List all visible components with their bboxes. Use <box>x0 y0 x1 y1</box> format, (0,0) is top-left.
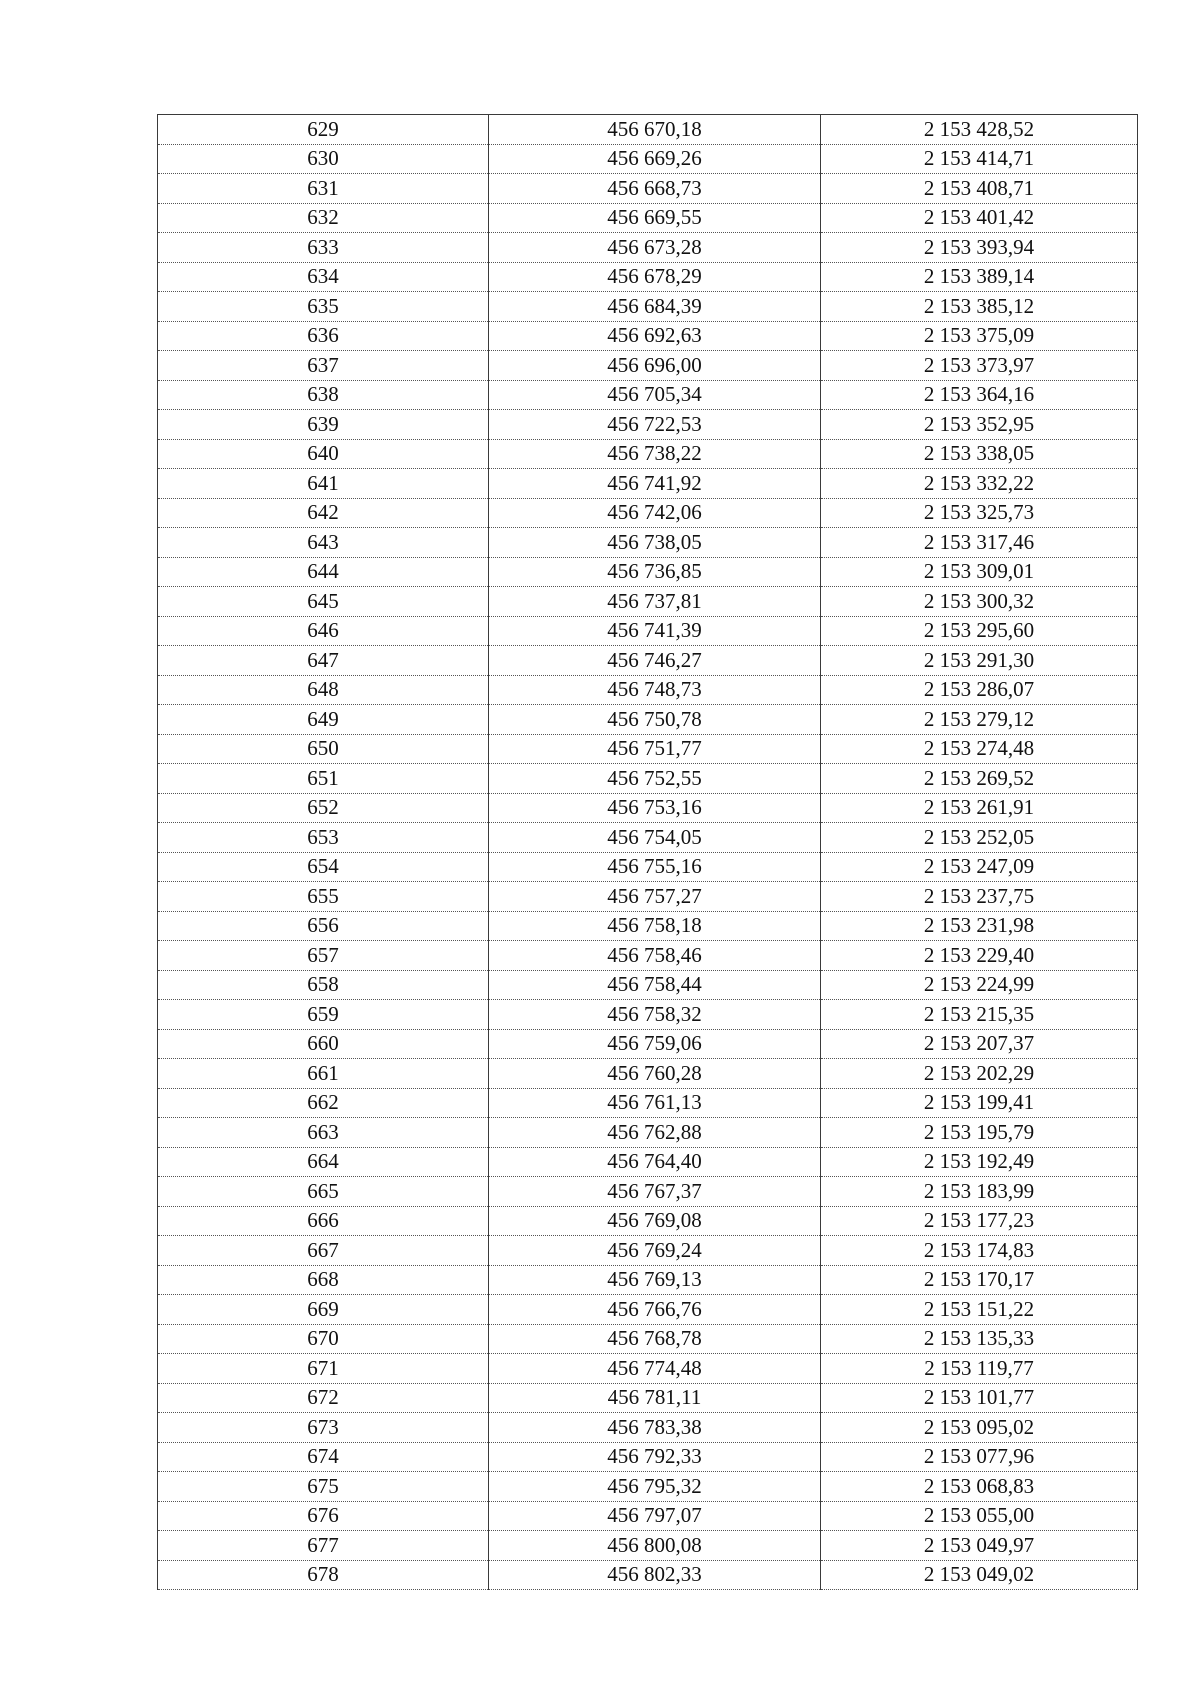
table-row <box>158 882 1138 912</box>
point-number-cell: 674 <box>158 1442 489 1472</box>
point-number-cell: 663 <box>158 1118 489 1148</box>
x-coordinate-cell: 456 792,33 <box>489 1442 821 1472</box>
table-row <box>158 616 1138 646</box>
x-coordinate-cell: 456 800,08 <box>489 1531 821 1561</box>
table-row <box>158 144 1138 174</box>
table-row <box>158 1295 1138 1325</box>
y-coordinate-cell: 2 153 295,60 <box>821 616 1138 646</box>
point-number-cell: 672 <box>158 1383 489 1413</box>
x-coordinate-cell: 456 670,18 <box>489 115 821 145</box>
table-row <box>158 1088 1138 1118</box>
table-row <box>158 970 1138 1000</box>
coordinates-table-body <box>158 115 1138 1590</box>
x-coordinate-cell: 456 668,73 <box>489 174 821 204</box>
y-coordinate-cell: 2 153 428,52 <box>821 115 1138 145</box>
y-coordinate-cell: 2 153 291,30 <box>821 646 1138 676</box>
y-coordinate-cell: 2 153 135,33 <box>821 1324 1138 1354</box>
x-coordinate-cell: 456 752,55 <box>489 764 821 794</box>
y-coordinate-cell: 2 153 300,32 <box>821 587 1138 617</box>
table-row <box>158 1000 1138 1030</box>
table-row <box>158 528 1138 558</box>
point-number-cell: 638 <box>158 380 489 410</box>
x-coordinate-cell: 456 684,39 <box>489 292 821 322</box>
table-row <box>158 321 1138 351</box>
y-coordinate-cell: 2 153 101,77 <box>821 1383 1138 1413</box>
x-coordinate-cell: 456 797,07 <box>489 1501 821 1531</box>
table-row <box>158 380 1138 410</box>
table-row <box>158 292 1138 322</box>
y-coordinate-cell: 2 153 274,48 <box>821 734 1138 764</box>
x-coordinate-cell: 456 759,06 <box>489 1029 821 1059</box>
point-number-cell: 671 <box>158 1354 489 1384</box>
point-number-cell: 664 <box>158 1147 489 1177</box>
point-number-cell: 648 <box>158 675 489 705</box>
point-number-cell: 667 <box>158 1236 489 1266</box>
y-coordinate-cell: 2 153 261,91 <box>821 793 1138 823</box>
point-number-cell: 632 <box>158 203 489 233</box>
table-row <box>158 1501 1138 1531</box>
point-number-cell: 636 <box>158 321 489 351</box>
point-number-cell: 675 <box>158 1472 489 1502</box>
y-coordinate-cell: 2 153 174,83 <box>821 1236 1138 1266</box>
point-number-cell: 637 <box>158 351 489 381</box>
point-number-cell: 656 <box>158 911 489 941</box>
table-row <box>158 1236 1138 1266</box>
y-coordinate-cell: 2 153 231,98 <box>821 911 1138 941</box>
point-number-cell: 650 <box>158 734 489 764</box>
y-coordinate-cell: 2 153 237,75 <box>821 882 1138 912</box>
point-number-cell: 645 <box>158 587 489 617</box>
y-coordinate-cell: 2 153 229,40 <box>821 941 1138 971</box>
table-row <box>158 439 1138 469</box>
table-row <box>158 1029 1138 1059</box>
table-row <box>158 1383 1138 1413</box>
y-coordinate-cell: 2 153 279,12 <box>821 705 1138 735</box>
table-row <box>158 1059 1138 1089</box>
x-coordinate-cell: 456 669,26 <box>489 144 821 174</box>
point-number-cell: 629 <box>158 115 489 145</box>
x-coordinate-cell: 456 758,44 <box>489 970 821 1000</box>
y-coordinate-cell: 2 153 215,35 <box>821 1000 1138 1030</box>
y-coordinate-cell: 2 153 252,05 <box>821 823 1138 853</box>
y-coordinate-cell: 2 153 286,07 <box>821 675 1138 705</box>
y-coordinate-cell: 2 153 389,14 <box>821 262 1138 292</box>
point-number-cell: 654 <box>158 852 489 882</box>
point-number-cell: 661 <box>158 1059 489 1089</box>
table-row <box>158 675 1138 705</box>
table-row <box>158 233 1138 263</box>
point-number-cell: 660 <box>158 1029 489 1059</box>
x-coordinate-cell: 456 741,39 <box>489 616 821 646</box>
x-coordinate-cell: 456 755,16 <box>489 852 821 882</box>
x-coordinate-cell: 456 738,05 <box>489 528 821 558</box>
x-coordinate-cell: 456 769,13 <box>489 1265 821 1295</box>
x-coordinate-cell: 456 753,16 <box>489 793 821 823</box>
table-row <box>158 469 1138 499</box>
x-coordinate-cell: 456 750,78 <box>489 705 821 735</box>
point-number-cell: 646 <box>158 616 489 646</box>
x-coordinate-cell: 456 802,33 <box>489 1560 821 1590</box>
x-coordinate-cell: 456 781,11 <box>489 1383 821 1413</box>
y-coordinate-cell: 2 153 095,02 <box>821 1413 1138 1443</box>
point-number-cell: 631 <box>158 174 489 204</box>
point-number-cell: 651 <box>158 764 489 794</box>
table-row <box>158 941 1138 971</box>
x-coordinate-cell: 456 758,32 <box>489 1000 821 1030</box>
x-coordinate-cell: 456 758,46 <box>489 941 821 971</box>
table-row <box>158 351 1138 381</box>
point-number-cell: 666 <box>158 1206 489 1236</box>
table-row <box>158 174 1138 204</box>
table-row <box>158 557 1138 587</box>
point-number-cell: 639 <box>158 410 489 440</box>
point-number-cell: 677 <box>158 1531 489 1561</box>
x-coordinate-cell: 456 769,24 <box>489 1236 821 1266</box>
y-coordinate-cell: 2 153 049,02 <box>821 1560 1138 1590</box>
point-number-cell: 658 <box>158 970 489 1000</box>
point-number-cell: 673 <box>158 1413 489 1443</box>
y-coordinate-cell: 2 153 183,99 <box>821 1177 1138 1207</box>
point-number-cell: 649 <box>158 705 489 735</box>
table-row <box>158 1324 1138 1354</box>
table-row <box>158 1531 1138 1561</box>
table-row <box>158 115 1138 145</box>
y-coordinate-cell: 2 153 373,97 <box>821 351 1138 381</box>
point-number-cell: 653 <box>158 823 489 853</box>
y-coordinate-cell: 2 153 408,71 <box>821 174 1138 204</box>
table-row <box>158 203 1138 233</box>
point-number-cell: 665 <box>158 1177 489 1207</box>
y-coordinate-cell: 2 153 195,79 <box>821 1118 1138 1148</box>
y-coordinate-cell: 2 153 401,42 <box>821 203 1138 233</box>
table-row <box>158 587 1138 617</box>
x-coordinate-cell: 456 762,88 <box>489 1118 821 1148</box>
table-row <box>158 1354 1138 1384</box>
x-coordinate-cell: 456 758,18 <box>489 911 821 941</box>
x-coordinate-cell: 456 774,48 <box>489 1354 821 1384</box>
table-row <box>158 823 1138 853</box>
y-coordinate-cell: 2 153 375,09 <box>821 321 1138 351</box>
y-coordinate-cell: 2 153 332,22 <box>821 469 1138 499</box>
point-number-cell: 644 <box>158 557 489 587</box>
table-row <box>158 1265 1138 1295</box>
x-coordinate-cell: 456 678,29 <box>489 262 821 292</box>
point-number-cell: 630 <box>158 144 489 174</box>
x-coordinate-cell: 456 741,92 <box>489 469 821 499</box>
y-coordinate-cell: 2 153 317,46 <box>821 528 1138 558</box>
x-coordinate-cell: 456 751,77 <box>489 734 821 764</box>
coordinates-table <box>157 114 1138 1590</box>
table-row <box>158 1206 1138 1236</box>
table-row <box>158 498 1138 528</box>
point-number-cell: 676 <box>158 1501 489 1531</box>
x-coordinate-cell: 456 754,05 <box>489 823 821 853</box>
table-row <box>158 1118 1138 1148</box>
y-coordinate-cell: 2 153 192,49 <box>821 1147 1138 1177</box>
x-coordinate-cell: 456 769,08 <box>489 1206 821 1236</box>
table-row <box>158 1147 1138 1177</box>
table-row <box>158 262 1138 292</box>
y-coordinate-cell: 2 153 119,77 <box>821 1354 1138 1384</box>
table-row <box>158 764 1138 794</box>
y-coordinate-cell: 2 153 077,96 <box>821 1442 1138 1472</box>
y-coordinate-cell: 2 153 338,05 <box>821 439 1138 469</box>
y-coordinate-cell: 2 153 055,00 <box>821 1501 1138 1531</box>
point-number-cell: 655 <box>158 882 489 912</box>
table-row <box>158 705 1138 735</box>
x-coordinate-cell: 456 738,22 <box>489 439 821 469</box>
point-number-cell: 640 <box>158 439 489 469</box>
point-number-cell: 647 <box>158 646 489 676</box>
x-coordinate-cell: 456 692,63 <box>489 321 821 351</box>
y-coordinate-cell: 2 153 170,17 <box>821 1265 1138 1295</box>
point-number-cell: 657 <box>158 941 489 971</box>
x-coordinate-cell: 456 795,32 <box>489 1472 821 1502</box>
point-number-cell: 670 <box>158 1324 489 1354</box>
x-coordinate-cell: 456 766,76 <box>489 1295 821 1325</box>
x-coordinate-cell: 456 757,27 <box>489 882 821 912</box>
x-coordinate-cell: 456 764,40 <box>489 1147 821 1177</box>
y-coordinate-cell: 2 153 207,37 <box>821 1029 1138 1059</box>
y-coordinate-cell: 2 153 049,97 <box>821 1531 1138 1561</box>
x-coordinate-cell: 456 696,00 <box>489 351 821 381</box>
point-number-cell: 662 <box>158 1088 489 1118</box>
y-coordinate-cell: 2 153 224,99 <box>821 970 1138 1000</box>
x-coordinate-cell: 456 669,55 <box>489 203 821 233</box>
table-row <box>158 793 1138 823</box>
x-coordinate-cell: 456 746,27 <box>489 646 821 676</box>
y-coordinate-cell: 2 153 385,12 <box>821 292 1138 322</box>
y-coordinate-cell: 2 153 364,16 <box>821 380 1138 410</box>
y-coordinate-cell: 2 153 393,94 <box>821 233 1138 263</box>
point-number-cell: 634 <box>158 262 489 292</box>
x-coordinate-cell: 456 736,85 <box>489 557 821 587</box>
table-row <box>158 1442 1138 1472</box>
table-row <box>158 410 1138 440</box>
point-number-cell: 635 <box>158 292 489 322</box>
y-coordinate-cell: 2 153 151,22 <box>821 1295 1138 1325</box>
point-number-cell: 643 <box>158 528 489 558</box>
x-coordinate-cell: 456 783,38 <box>489 1413 821 1443</box>
point-number-cell: 659 <box>158 1000 489 1030</box>
table-row <box>158 1177 1138 1207</box>
table-row <box>158 646 1138 676</box>
y-coordinate-cell: 2 153 352,95 <box>821 410 1138 440</box>
y-coordinate-cell: 2 153 414,71 <box>821 144 1138 174</box>
point-number-cell: 641 <box>158 469 489 499</box>
table-row <box>158 911 1138 941</box>
point-number-cell: 652 <box>158 793 489 823</box>
point-number-cell: 668 <box>158 1265 489 1295</box>
x-coordinate-cell: 456 767,37 <box>489 1177 821 1207</box>
table-row <box>158 1413 1138 1443</box>
x-coordinate-cell: 456 673,28 <box>489 233 821 263</box>
x-coordinate-cell: 456 705,34 <box>489 380 821 410</box>
y-coordinate-cell: 2 153 199,41 <box>821 1088 1138 1118</box>
y-coordinate-cell: 2 153 309,01 <box>821 557 1138 587</box>
point-number-cell: 633 <box>158 233 489 263</box>
x-coordinate-cell: 456 742,06 <box>489 498 821 528</box>
table-row <box>158 1560 1138 1590</box>
y-coordinate-cell: 2 153 068,83 <box>821 1472 1138 1502</box>
point-number-cell: 669 <box>158 1295 489 1325</box>
table-row <box>158 852 1138 882</box>
y-coordinate-cell: 2 153 269,52 <box>821 764 1138 794</box>
y-coordinate-cell: 2 153 247,09 <box>821 852 1138 882</box>
y-coordinate-cell: 2 153 177,23 <box>821 1206 1138 1236</box>
x-coordinate-cell: 456 722,53 <box>489 410 821 440</box>
point-number-cell: 642 <box>158 498 489 528</box>
table-row <box>158 1472 1138 1502</box>
x-coordinate-cell: 456 760,28 <box>489 1059 821 1089</box>
x-coordinate-cell: 456 761,13 <box>489 1088 821 1118</box>
y-coordinate-cell: 2 153 202,29 <box>821 1059 1138 1089</box>
table-row <box>158 734 1138 764</box>
y-coordinate-cell: 2 153 325,73 <box>821 498 1138 528</box>
x-coordinate-cell: 456 768,78 <box>489 1324 821 1354</box>
point-number-cell: 678 <box>158 1560 489 1590</box>
x-coordinate-cell: 456 748,73 <box>489 675 821 705</box>
x-coordinate-cell: 456 737,81 <box>489 587 821 617</box>
